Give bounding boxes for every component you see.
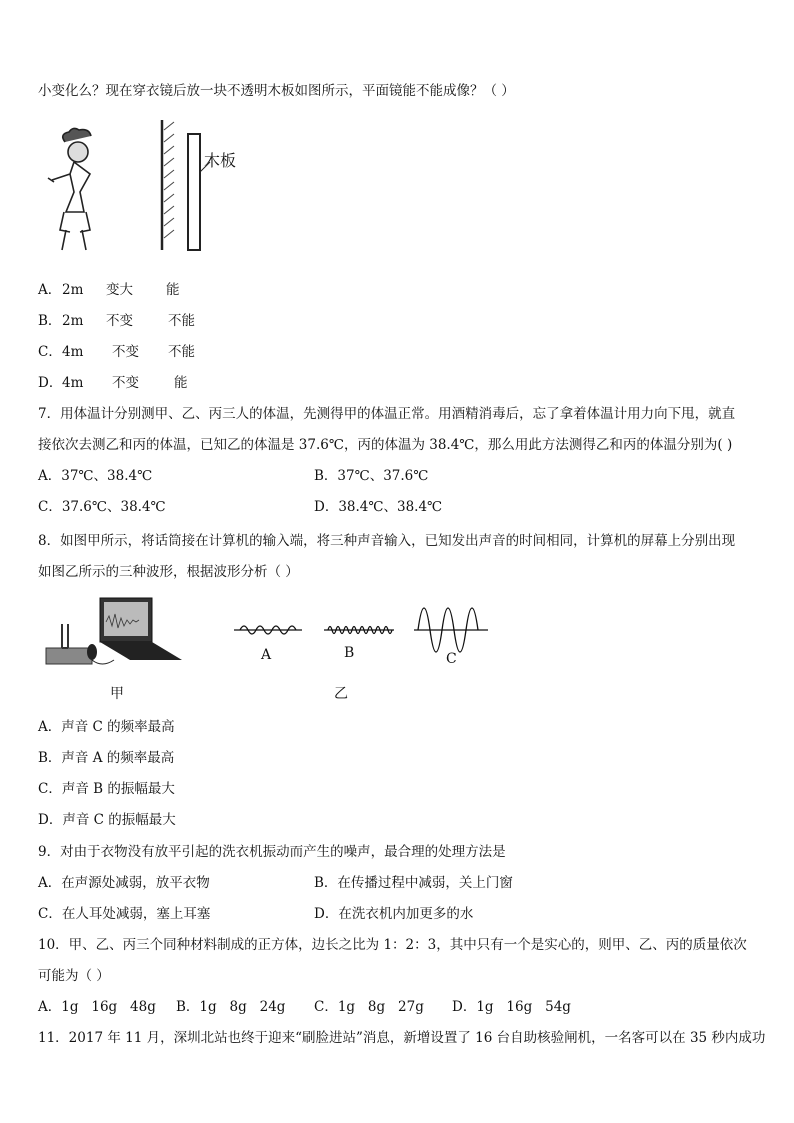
q8-stem-line1: 8．如图甲所示，将话筒接在计算机的输入端，将三种声音输入，已知发出声音的时间相同，计算机的屏幕上分别出现 [38,533,736,549]
mirror-board-figure [40,112,270,257]
q10-option-d: D．1g 16g 54g [452,999,571,1015]
q9-option-c: C．在人耳处减弱，塞上耳塞 [38,906,211,922]
q8-option-c: C．声音 B 的振幅最大 [38,781,175,797]
q7-option-c: C．37.6℃、38.4℃ [38,499,166,515]
figure-jia-label: 甲 [110,686,124,702]
q9-stem: 9．对由于衣物没有放平引起的洗衣机振动而产生的噪声，最合理的处理方法是 [38,844,506,860]
q8-option-a: A．声音 C 的频率最高 [38,719,175,735]
q7-option-b: B．37℃、37.6℃ [314,468,429,484]
q11-stem-line1: 11．2017 年 11 月，深圳北站也终于迎来“刷脸进站”消息，新增设置了 16 台自助核验闸机，一名客可以在 35 秒内成功 [38,1030,766,1046]
board-label: 木板 [204,151,237,170]
wave-label-b: B [344,645,355,661]
q6-stem: 小变化么？现在穿衣镜后放一块不透明木板如图所示，平面镜能不能成像？（ ） [38,83,515,99]
q6-option-a: A．2m 变大 能 [38,282,180,298]
q9-option-d: D．在洗衣机内加更多的水 [314,906,474,922]
q10-option-b: B．1g 8g 24g [176,999,286,1015]
wave-label-c: C [446,651,457,667]
q8-stem-line2: 如图乙所示的三种波形，根据波形分析（ ） [38,564,299,580]
q7-option-d: D．38.4℃、38.4℃ [314,499,443,515]
waveforms-figure [232,604,494,656]
q6-option-c: C．4m 不变 不能 [38,344,195,360]
q10-option-c: C．1g 8g 27g [314,999,424,1015]
q10-stem-line1: 10．甲、乙、丙三个同种材料制成的正方体，边长之比为 1：2：3，其中只有一个是实心的，则甲、乙、丙的质量依次 [38,937,747,953]
q10-option-a: A．1g 16g 48g [38,999,156,1015]
q10-stem-line2: 可能为（ ） [38,968,110,984]
q7-stem-line1: 7．用体温计分别测甲、乙、丙三人的体温，先测得甲的体温正常。用酒精消毒后，忘了拿着体温计用力向下甩，就直 [38,406,736,422]
q8-option-b: B．声音 A 的频率最高 [38,750,175,766]
q6-option-d: D．4m 不变 能 [38,375,188,391]
computer-microphone-figure [42,594,187,676]
q9-option-b: B．在传播过程中减弱，关上门窗 [314,875,513,891]
q7-option-a: A．37℃、38.4℃ [38,468,153,484]
q7-stem-line2: 接依次去测乙和丙的体温，已知乙的体温是 37.6℃，丙的体温为 38.4℃，那么用此方法测得乙和丙的体温分别为( ) [38,437,733,453]
q9-option-a: A．在声源处减弱，放平衣物 [38,875,210,891]
q6-option-b: B．2m 不变 不能 [38,313,195,329]
q8-option-d: D．声音 C 的振幅最大 [38,812,176,828]
figure-yi-label: 乙 [334,686,348,702]
wave-label-a: A [261,647,272,663]
